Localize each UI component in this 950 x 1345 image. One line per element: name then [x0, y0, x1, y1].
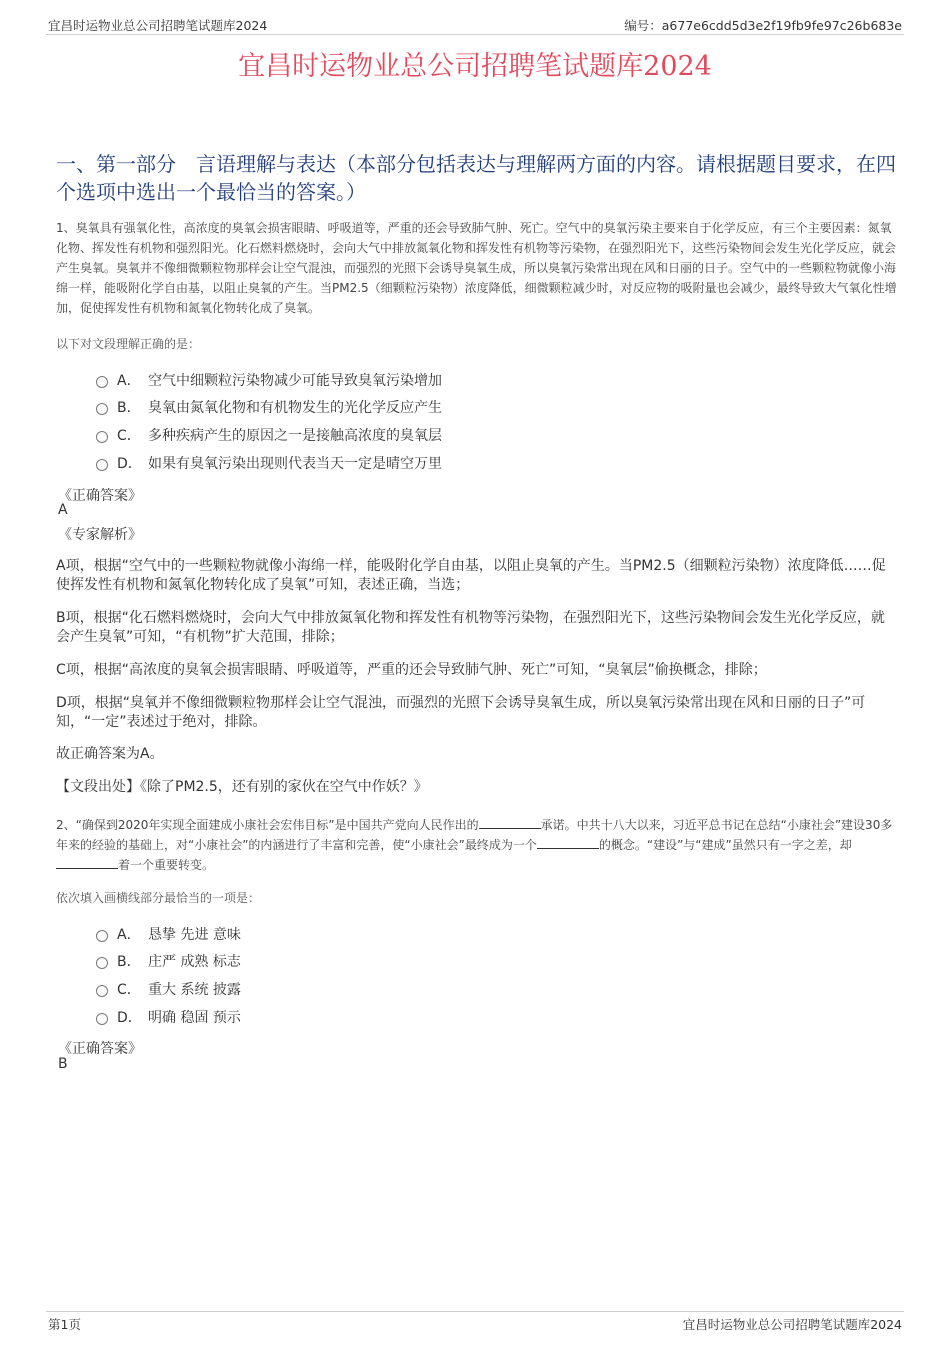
option-letter: B．: [117, 954, 141, 971]
page-title: 宜昌时运物业总公司招聘笔试题库2024: [238, 51, 712, 82]
q2-option-c[interactable]: [96, 975, 796, 1003]
q1-analysis-c: C项，根据“高浓度的臭氧会损害眼睛、呼吸道等，严重的还会导致肺气肿、死亡”可知，“臭氧层”偷换概念，排除；: [56, 662, 767, 678]
header-serial: 编号：a677e6cdd5d3e2f19fb9fe97c26b683e: [624, 18, 902, 33]
q2-option-b[interactable]: [96, 948, 796, 976]
radio-icon[interactable]: [96, 930, 108, 942]
radio-icon[interactable]: [96, 459, 108, 471]
option-letter: D．: [117, 455, 142, 472]
q2-option-a[interactable]: [96, 920, 796, 948]
radio-icon[interactable]: [96, 957, 108, 969]
option-letter: A．: [117, 926, 141, 943]
q2-text-1: 2、“确保到2020年实现全面建成小康社会宏伟目标”是中国共产党向人民作出的: [56, 818, 479, 832]
header-title: 宜昌时运物业总公司招聘笔试题库2024: [48, 18, 268, 33]
q1-option-a[interactable]: [96, 366, 796, 394]
option-letter: B．: [117, 400, 141, 417]
q1-analysis-d: D项，根据“臭氧并不像细微颗粒物那样会让空气混浊，而强烈的光照下会诱导臭氧生成，所以臭氧污染常出现在风和日丽的日子”可知，“一定”表述过于绝对，排除。: [56, 695, 866, 730]
page-number: 第1页: [48, 1317, 81, 1332]
q2-passage: [56, 815, 898, 875]
q1-options: [96, 366, 796, 476]
footer-title: 宜昌时运物业总公司招聘笔试题库2024: [682, 1317, 902, 1332]
q2-answer-label: 《正确答案》: [58, 1041, 142, 1057]
q2-option-d[interactable]: [96, 1003, 796, 1031]
q1-option-d[interactable]: [96, 449, 796, 477]
radio-icon[interactable]: [96, 431, 108, 443]
q1-option-b[interactable]: [96, 394, 796, 422]
section-heading: 一、第一部分 言语理解与表达（本部分包括表达与理解两方面的内容。请根据题目要求，在四个选项中选出一个最恰当的答案。）: [56, 152, 896, 204]
option-text: 如果有臭氧污染出现则代表当天一定是晴空万里: [148, 455, 442, 472]
option-text: 空气中细颗粒污染物减少可能导致臭氧污染增加: [148, 372, 442, 389]
fill-blank-2: [537, 836, 599, 849]
fill-blank-3: [56, 856, 118, 869]
q1-analysis-a: A项，根据“空气中的一些颗粒物就像小海绵一样，能吸附化学自由基，以阻止臭氧的产生。当PM2.5（细颗粒污染物）浓度降低……促使挥发性有机物和氮氧化物转化成了臭氧”可知，表述正确，当选；: [56, 558, 886, 593]
q1-option-c[interactable]: [96, 421, 796, 449]
q1-analysis-label: 《专家解析》: [58, 527, 142, 543]
option-letter: D．: [117, 1009, 142, 1026]
option-text: 庄严 成熟 标志: [148, 954, 241, 971]
q1-passage: 1、臭氧具有强氧化性，高浓度的臭氧会损害眼睛、呼吸道等，严重的还会导致肺气肿、死亡。空气中的臭氧污染主要来自于化学反应，有三个主要因素：氮氧化物、挥发性有机物和强烈阳光。化石燃料燃烧时，会向大气中排放氮氧化物和挥发性有机物等污染物，在强烈阳光下，这些污染物间会发生光化学反应，就会产生臭氧。臭氧并不像细微颗粒物那样会让空气混浊，而强烈的光照下会诱导臭氧生成，所以臭氧污染常出现在风和日丽的日子。空气中的一些颗粒物就像小海绵一样，能吸附化学自由基，以阻止臭氧的产生。当PM2.5（细颗粒污染物）浓度降低，细微颗粒减少时，对反应物的吸附量也会减少，最终导致大气氧化性增加，促使挥发性有机物和氮氧化物转化成了臭氧。: [56, 221, 897, 315]
q1-answer: A: [58, 502, 68, 518]
radio-icon[interactable]: [96, 403, 108, 415]
q2-answer: B: [58, 1056, 68, 1072]
page-header: [46, 14, 904, 35]
option-text: 恳挚 先进 意味: [148, 926, 241, 943]
radio-icon[interactable]: [96, 985, 108, 997]
q1-analysis-b: B项，根据“化石燃料燃烧时，会向大气中排放氮氧化物和挥发性有机物等污染物，在强烈阳光下，这些污染物间会发生光化学反应，就会产生臭氧”可知，“有机物”扩大范围，排除；: [56, 610, 885, 645]
option-text: 重大 系统 披露: [148, 981, 241, 998]
option-letter: A．: [117, 372, 141, 389]
q1-conclusion: 故正确答案为A。: [56, 746, 164, 762]
option-letter: C．: [117, 427, 141, 444]
option-text: 明确 稳固 预示: [148, 1009, 241, 1026]
q2-text-4: 着一个重要转变。: [118, 858, 215, 872]
radio-icon[interactable]: [96, 1013, 108, 1025]
option-text: 臭氧由氮氧化物和有机物发生的光化学反应产生: [148, 400, 442, 417]
page-footer: [46, 1311, 904, 1332]
q2-prompt: 依次填入画横线部分最恰当的一项是：: [56, 891, 261, 905]
q2-options: [96, 920, 796, 1030]
radio-icon[interactable]: [96, 376, 108, 388]
option-text: 多种疾病产生的原因之一是接触高浓度的臭氧层: [148, 427, 442, 444]
q1-answer-label: 《正确答案》: [58, 488, 142, 504]
q2-text-3: 的概念。“建设”与“建成”虽然只有一字之差，却: [598, 838, 852, 852]
q1-source: 【文段出处】《除了PM2.5，还有别的家伙在空气中作妖？》: [56, 779, 428, 795]
option-letter: C．: [117, 981, 141, 998]
q1-prompt: 以下对文段理解正确的是：: [56, 337, 201, 351]
q2-text-2: 承诺。中共十八大以来，习近平总书记在总结“小康社会”建设30多年来的经验的基础上，对“小康社会”的内涵进行了丰富和完善，使“小康社会”最终成为一个: [56, 818, 893, 852]
fill-blank-1: [479, 816, 541, 829]
